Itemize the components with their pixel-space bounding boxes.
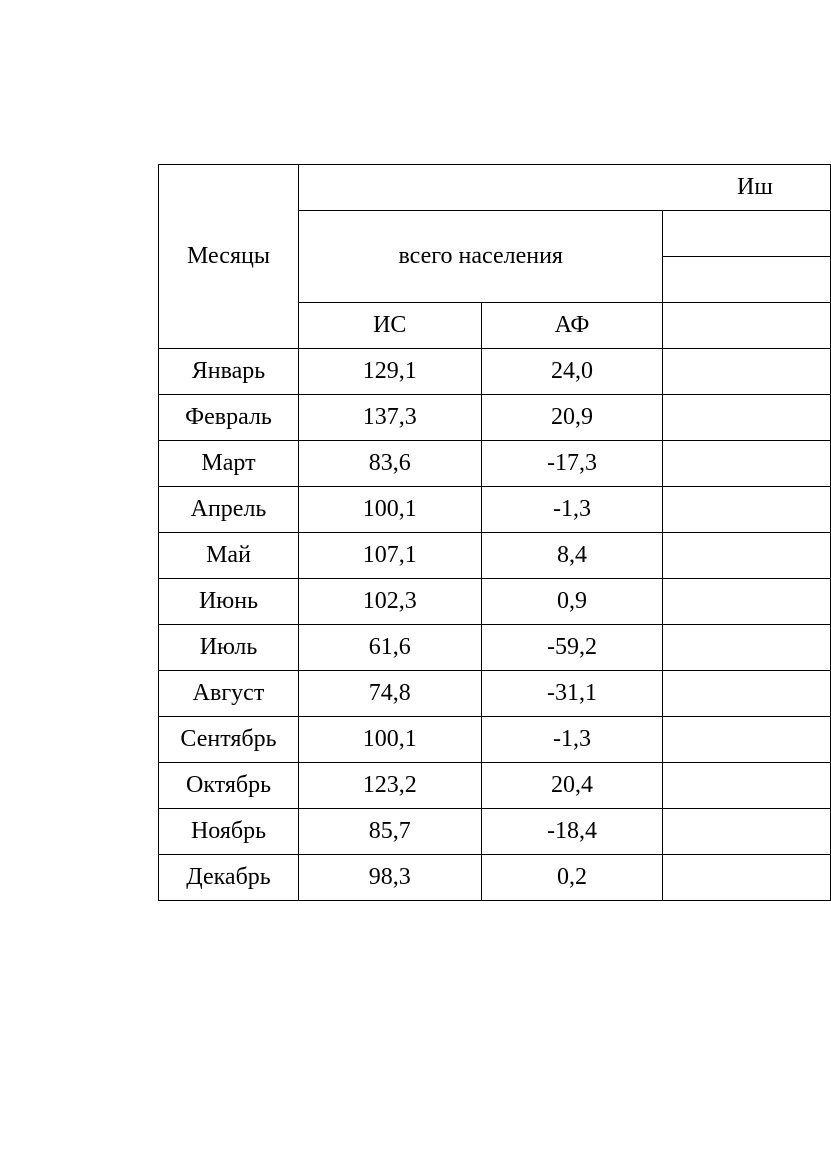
af-value-cell: -1,3: [481, 487, 663, 533]
af-value-cell: -18,4: [481, 809, 663, 855]
af-value-cell: 24,0: [481, 349, 663, 395]
is-value-cell: 102,3: [299, 579, 482, 625]
right-value-cell: [663, 349, 831, 395]
is-value-cell: 129,1: [299, 349, 482, 395]
months-header-label: Месяцы: [187, 243, 270, 269]
table-row: [159, 579, 831, 625]
month-cell: Июль: [159, 625, 299, 671]
af-value-cell: 0,9: [481, 579, 663, 625]
right-value-cell: [663, 763, 831, 809]
af-header-cell: [481, 303, 663, 349]
right-code-header-cell: [663, 303, 831, 349]
month-cell: Сентябрь: [159, 717, 299, 763]
is-value-cell: 107,1: [299, 533, 482, 579]
month-cell: Ноябрь: [159, 809, 299, 855]
table-row: [159, 763, 831, 809]
top-group-header-label: Иш: [737, 174, 773, 200]
month-cell: Апрель: [159, 487, 299, 533]
is-header-cell: [299, 303, 482, 349]
is-value-cell: 98,3: [299, 855, 482, 901]
af-value-cell: -1,3: [481, 717, 663, 763]
af-value-cell: 20,4: [481, 763, 663, 809]
month-cell: Октябрь: [159, 763, 299, 809]
right-value-cell: [663, 717, 831, 763]
right-subgroup-header-cell: [663, 257, 831, 303]
right-value-cell: [663, 579, 831, 625]
right-value-cell: [663, 855, 831, 901]
af-value-cell: -31,1: [481, 671, 663, 717]
right-value-cell: [663, 533, 831, 579]
table-row: [159, 671, 831, 717]
is-value-cell: 137,3: [299, 395, 482, 441]
months-header-cell: [159, 165, 299, 349]
is-value-cell: 74,8: [299, 671, 482, 717]
month-cell: Февраль: [159, 395, 299, 441]
right-group-header-cell: [663, 211, 831, 257]
is-value-cell: 83,6: [299, 441, 482, 487]
is-value-cell: 100,1: [299, 487, 482, 533]
right-value-cell: [663, 671, 831, 717]
table-row: [159, 349, 831, 395]
af-value-cell: 8,4: [481, 533, 663, 579]
af-header-label: АФ: [554, 312, 590, 338]
month-cell: Март: [159, 441, 299, 487]
right-value-cell: [663, 487, 831, 533]
all-population-header-cell: [299, 211, 663, 303]
header-row-top: [159, 165, 831, 211]
af-value-cell: 20,9: [481, 395, 663, 441]
right-value-cell: [663, 395, 831, 441]
is-value-cell: 100,1: [299, 717, 482, 763]
table-row: [159, 395, 831, 441]
af-value-cell: 0,2: [481, 855, 663, 901]
all-population-header-label: всего населения: [398, 243, 563, 269]
month-cell: Январь: [159, 349, 299, 395]
is-value-cell: 85,7: [299, 809, 482, 855]
month-cell: Май: [159, 533, 299, 579]
table-row: [159, 809, 831, 855]
is-header-label: ИС: [373, 312, 407, 338]
month-cell: Август: [159, 671, 299, 717]
right-value-cell: [663, 809, 831, 855]
table-row: [159, 441, 831, 487]
top-group-header-cell: [299, 165, 831, 211]
table-row: [159, 717, 831, 763]
table-row: [159, 625, 831, 671]
is-value-cell: 123,2: [299, 763, 482, 809]
right-value-cell: [663, 625, 831, 671]
monthly-indicators-table: [158, 164, 831, 901]
table-row: [159, 533, 831, 579]
month-cell: Декабрь: [159, 855, 299, 901]
table-row: [159, 855, 831, 901]
table-row: [159, 487, 831, 533]
table-body: [159, 165, 831, 901]
af-value-cell: -59,2: [481, 625, 663, 671]
af-value-cell: -17,3: [481, 441, 663, 487]
right-value-cell: [663, 441, 831, 487]
month-cell: Июнь: [159, 579, 299, 625]
is-value-cell: 61,6: [299, 625, 482, 671]
